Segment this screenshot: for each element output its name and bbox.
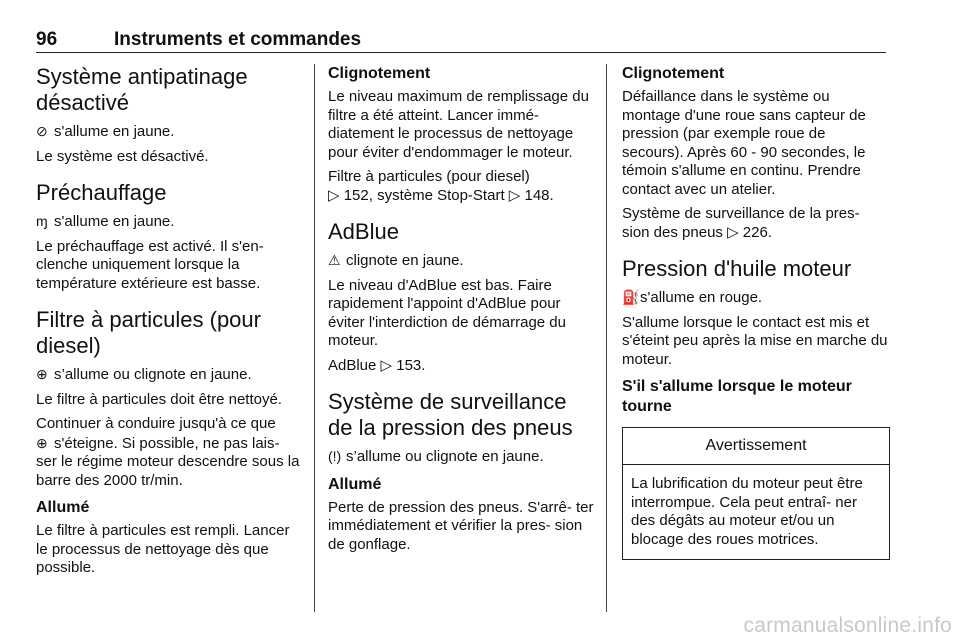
column-right: Clignotement Défaillance dans le système ou montage d'une roue sans capteur de pression (par exemple roue de secours). Après 60 - 90 secondes, le témoin s'allume en continu. Prendre contact avec un atelier. Système de surveillance de la pres- sion des pneus ▷ 226. Pression d'huile moteur ⛽s'allume en rouge. S'allume lorsque le contact est mis et s'éteint peu après la mise en marche du moteur. S'il s'allume lorsque le moteur tourne Avertissement La lubrification du moteur peut être interrompue. Cela peut entraî- ner des dégâts au moteur et/ou un blocage des roues motrices. — [622, 64, 890, 560]
warning-text: La lubrification du moteur peut être interrompue. Cela peut entraî- ner des dégâts au moteur et/ou un blocage des roues motrices. — [631, 475, 863, 548]
heading-preheating: Préchauffage — [36, 180, 167, 205]
warning-title: Avertissement — [623, 428, 889, 465]
page-number: 96 — [36, 29, 58, 50]
heading-particle-filter: Filtre à particules (pour diesel) — [36, 307, 261, 358]
column-divider — [314, 64, 315, 612]
heading-running-engine: S'il s'allume lorsque le moteur tourne — [622, 378, 852, 415]
particle-filter-icon: ⊕ — [36, 366, 48, 382]
column-left: Système antipatinage désactivé ⊘ s'allume en jaune. Le système est désactivé. Préchauffage ɱ s'allume en jaune. Le préchauffage est activé. Il s'en- clenche uniquement lorsque la température extérieure est basse. Filtre à particules (pour diesel) ⊕ s’allume ou clignote en jaune. Le filtre à particules doit être nettoyé. Continuer à conduire jusqu'à ce que ⊕ s'éteigne. Si possible, ne pas lais- ser le régime moteur descendre sous la barre des 2000 tr/min. Allumé Le filtre à particules est rempli. Lancer le processus de nettoyage dès que possible. — [36, 64, 304, 584]
page-header — [36, 26, 886, 53]
glow-plug-icon: ɱ — [36, 213, 48, 229]
warning-box — [622, 427, 890, 560]
traction-off-icon: ⊘ — [36, 123, 48, 139]
heading-on: Allumé — [36, 499, 90, 516]
heading-flashing: Clignotement — [328, 65, 431, 82]
heading-tire-pressure: Système de surveillance de la pression des pneus — [328, 389, 573, 440]
adblue-icon: ⚠ — [328, 252, 341, 268]
heading-traction-off: Système antipatinage désactivé — [36, 64, 248, 115]
watermark: carmanualsonline.info — [743, 614, 952, 637]
oil-can-icon: ⛽ — [622, 289, 640, 305]
heading-adblue: AdBlue — [328, 219, 399, 244]
heading-oil-pressure: Pression d'huile moteur — [622, 256, 852, 281]
column-middle: Clignotement Le niveau maximum de remplissage du filtre a été atteint. Lancer immé- diatement le processus de nettoyage pour éviter d'endommager le moteur. Filtre à particules (pour diesel) ▷ 152, système Stop-Start ▷ 148. AdBlue ⚠ clignote en jaune. Le niveau d'AdBlue est bas. Faire rapidement l'appoint d'AdBlue pour éviter l'interdiction de démarrage du moteur. AdBlue ▷ 153. Système de surveillance de la pression des pneus (!) s’allume ou clignote en jaune. Allumé Perte de pression des pneus. S'arrê- ter immédiatement et vérifier la pres- sion de gonflage. — [328, 64, 596, 560]
particle-filter-icon: ⊕ — [36, 434, 48, 451]
heading-on: Allumé — [328, 475, 382, 493]
heading-flashing: Clignotement — [622, 65, 725, 82]
tire-pressure-icon: (!) — [328, 448, 342, 464]
column-divider — [606, 64, 607, 612]
chapter-title: Instruments et commandes — [114, 29, 362, 50]
